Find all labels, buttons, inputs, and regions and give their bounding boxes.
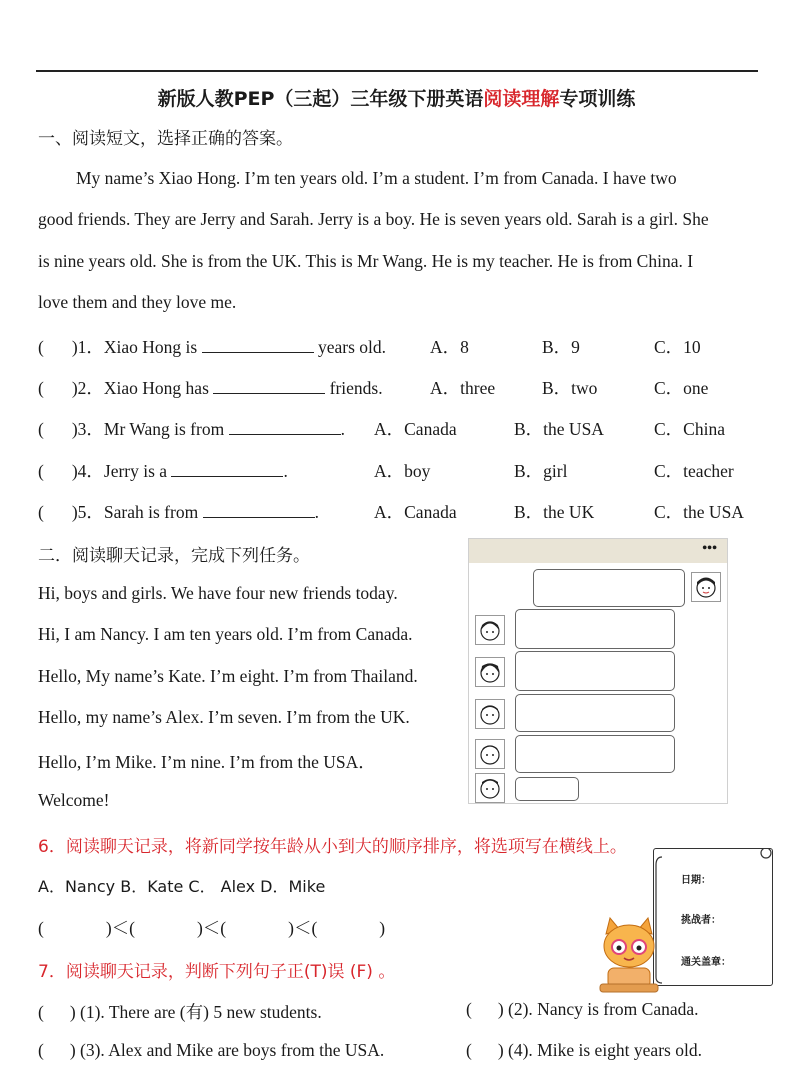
section1-heading: 一、阅读短文，选择正确的答案。 (38, 129, 293, 149)
cartoon-cat-icon (594, 914, 664, 1000)
q7-item-4: ( ) (4). Mike is eight years old. (466, 1040, 702, 1060)
chat-line-6: Welcome! (38, 790, 110, 810)
option-5a: A．Canada (374, 502, 457, 522)
option-5b: B．the UK (514, 502, 595, 522)
boy-face-icon (476, 700, 504, 728)
question-2: ( )2．Xiao Hong has friends. (38, 378, 383, 398)
girl-face-icon (476, 658, 504, 686)
option-4a: A．boy (374, 461, 431, 481)
chat-window (468, 538, 728, 804)
passage-line-2: good friends. They are Jerry and Sarah. Jerry is a boy. He is seven years old. Sarah is a girl. She (38, 209, 709, 229)
option-2a: A．three (430, 378, 496, 398)
q7-item-3: ( ) (3). Alex and Mike are boys from the USA. (38, 1040, 385, 1060)
q6-instruction: 6．阅读聊天记录，将新同学按年龄从小到大的顺序排序，将选项写在横线上。 (38, 837, 627, 857)
avatar-teacher (691, 572, 721, 602)
chat-header-bar (469, 539, 727, 563)
avatar-alex (475, 699, 505, 729)
option-1a: A．8 (430, 337, 469, 357)
passage-line-3: is nine years old. She is from the UK. This is Mr Wang. He is my teacher. He is from China. I (38, 251, 694, 271)
option-1c: C．10 (654, 337, 701, 357)
passage-line-1: My name’s Xiao Hong. I’m ten years old. I’m a student. I’m from Canada. I have two (76, 168, 677, 188)
option-1b: B．9 (542, 337, 580, 357)
section2-heading: 二．阅读聊天记录，完成下列任务。 (38, 546, 310, 566)
top-rule (36, 70, 758, 72)
avatar-nancy (475, 615, 505, 645)
page-title: 新版人教PEP（三起）三年级下册英语阅读理解专项训练 (157, 88, 636, 110)
cert-stamp-label: 通关盖章： (681, 957, 731, 968)
q6-options: A．Nancy B．Kate C． Alex D．Mike (38, 877, 326, 896)
chat-bubble-kate (515, 651, 675, 691)
q7-item-2: ( ) (2). Nancy is from Canada. (466, 999, 699, 1019)
q6-order-row: ( )＜( )＜( )＜( ) (38, 918, 386, 938)
chat-line-3: Hello, My name’s Kate. I’m eight. I’m from Thailand. (38, 666, 418, 686)
chat-bubble-alex (515, 694, 675, 732)
girl-face-icon (476, 616, 504, 644)
passage-line-4: love them and they love me. (38, 292, 237, 312)
option-3b: B．the USA (514, 419, 604, 439)
chat-bubble-nancy (515, 609, 675, 649)
option-2b: B．two (542, 378, 598, 398)
option-4b: B．girl (514, 461, 568, 481)
cert-date-label: 日期： (681, 875, 711, 886)
boy-face-icon (476, 740, 504, 768)
fill-blank-3[interactable] (229, 420, 341, 435)
fill-blank-2[interactable] (213, 379, 325, 394)
question-5: ( )5．Sarah is from . (38, 502, 319, 522)
avatar-mike (475, 739, 505, 769)
chat-line-2: Hi, I am Nancy. I am ten years old. I’m from Canada. (38, 624, 413, 644)
chat-bubble-mike (515, 735, 675, 773)
chat-bubble-teacher (533, 569, 685, 607)
option-5c: C．the USA (654, 502, 744, 522)
more-icon: ••• (702, 541, 717, 556)
challenge-certificate (653, 848, 773, 986)
chat-bubble-welcome (515, 777, 579, 801)
fill-blank-5[interactable] (203, 503, 315, 518)
chat-line-1: Hi, boys and girls. We have four new friends today. (38, 583, 398, 603)
cert-challenger-label: 挑战者： (681, 915, 721, 926)
option-3a: A．Canada (374, 419, 457, 439)
fill-blank-4[interactable] (171, 462, 283, 477)
q7-instruction: 7．阅读聊天记录，判断下列句子正(T)误 (F) 。 (38, 962, 396, 982)
option-4c: C．teacher (654, 461, 734, 481)
avatar-kate (475, 657, 505, 687)
boy-face-icon (476, 774, 504, 802)
question-1: ( )1．Xiao Hong is years old. (38, 337, 387, 357)
option-2c: C．one (654, 378, 709, 398)
option-3c: C．China (654, 419, 725, 439)
chat-line-5: Hello, I’m Mike. I’m nine. I’m from the USA． (38, 752, 376, 772)
girl-face-icon (692, 573, 720, 601)
q7-item-1: ( ) (1). There are (有) 5 new students. (38, 1002, 322, 1022)
chat-line-4: Hello, my name’s Alex. I’m seven. I’m from the UK. (38, 707, 410, 727)
question-3: ( )3．Mr Wang is from . (38, 419, 345, 439)
avatar-teacher-2 (475, 773, 505, 803)
fill-blank-1[interactable] (202, 338, 314, 353)
question-4: ( )4．Jerry is a . (38, 461, 288, 481)
